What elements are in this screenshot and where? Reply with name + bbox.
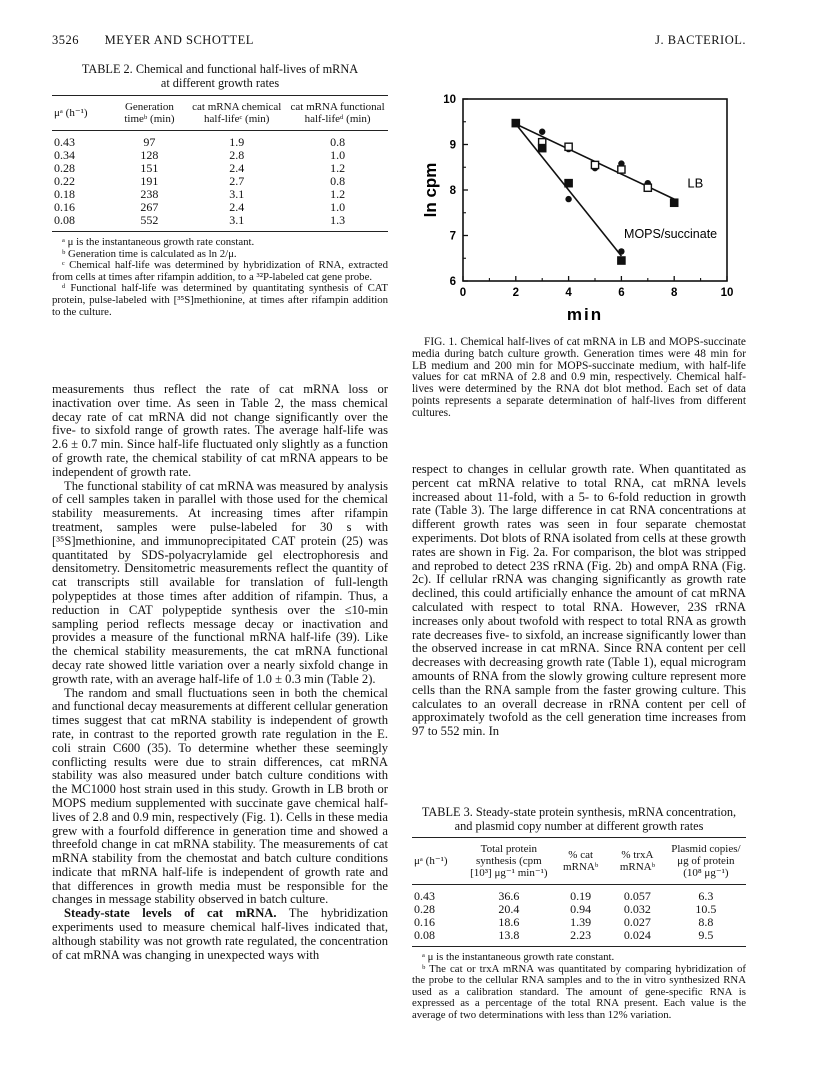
table-cell: 0.18 — [54, 187, 75, 201]
table-cell: 9.5 — [698, 928, 714, 942]
y-tick-label: 6 — [449, 276, 456, 288]
table-cell: 20.4 — [498, 902, 520, 916]
table-row — [412, 929, 746, 947]
table-2-grid — [52, 95, 388, 232]
table-cell: 2.8 — [229, 148, 245, 162]
table-cell: 151 — [140, 161, 159, 175]
paragraph: respect to changes in cellular growth rate. When quantitated as percent cat mRNA relative to total RNA, cat mRNA levels increased about 11-fold, with a 5- to 6-fold reduction in growth rate (Table 3). The large difference in cat RNA concentrations at different growth rates was seen in four separate chemostat experiments. Dot blots of RNA isolated from cells at these growth rates are shown in Fig. 2a. For comparison, the blot was stripped and reprobed to detect 23S rRNA (Fig. 2b) and ompA RNA (Fig. 2c). If cellular rRNA was changing significantly as growth rate declined, this could artificially enhance the amount of cat mRNA calculated with respect to total RNA. However, 23S rRNA increases only about twofold with respect to total RNA as growth rate decreases five- to sixfold, an increase significantly lower than the observed increase in cat mRNA. Since RNA content per cell decreases with decreasing growth rate (Table 1), equal microgram amounts of RNA from the slowly growing culture represent more cells than the RNA sample from the faster growing culture. This calculates to an overall decrease in rRNA content per cell of approximately twofold as the cell generation time increases from 97 to 552 min. In — [412, 462, 746, 739]
table-cell: 0.8 — [330, 135, 346, 149]
y-tick-label: 10 — [443, 94, 456, 106]
table-cell: 0.8 — [330, 174, 346, 188]
table-cell: 18.6 — [498, 915, 520, 929]
table-cell: 128 — [140, 148, 159, 162]
table-cell: 1.3 — [330, 213, 346, 227]
y-axis-label: ln cpm — [421, 162, 440, 218]
table-cell: 1.2 — [330, 161, 346, 175]
table-3-footnotes — [412, 952, 746, 1022]
figure-1-chart — [410, 85, 750, 330]
table-cell: 1.39 — [570, 915, 592, 929]
footnote: ᶜ Chemical half-life was determined by hybridization of RNA, extracted from cells at times after rifampin addition, to a ³²P-labeled cat gene probe. — [52, 259, 388, 283]
x-tick-label: 6 — [618, 287, 625, 299]
table-cell: 97 — [143, 135, 156, 149]
table-cell: 0.34 — [54, 148, 75, 162]
table-2 — [52, 63, 388, 318]
table-cell: 191 — [140, 174, 159, 188]
data-point — [539, 145, 546, 152]
table-cell: 1.2 — [330, 187, 346, 201]
column-header: Plasmid copies/ μg of protein (10⁸ μg⁻¹) — [671, 843, 741, 879]
footnote: ᵃ μ is the instantaneous growth rate constant. — [62, 236, 255, 248]
table-cell: 2.23 — [570, 928, 592, 942]
footnote: ᵃ μ is the instantaneous growth rate constant. — [422, 951, 615, 963]
table-cell: 8.8 — [698, 915, 714, 929]
y-tick-label: 8 — [449, 185, 456, 197]
table-cell: 267 — [140, 200, 159, 214]
column-header: cat mRNA functional half-lifeᵈ (min) — [290, 101, 385, 125]
figure-1-caption: FIG. 1. Chemical half-lives of cat mRNA in LB and MOPS-succinate media during batch culture growth. Generation times were 48 min for LB medium and 200 min for MOPS-succinate medium, with half-life values for cat mRNA of 2.8 and 0.9 min, respectively. Chemical half-lives were determined by the RNA dot blot method. Each set of data points represents a separate determination of half-lives from different cultures. — [412, 336, 746, 419]
table-cell: 552 — [140, 213, 159, 227]
table-cell: 0.024 — [623, 928, 651, 942]
table-cell: 0.22 — [54, 174, 75, 188]
data-point — [565, 196, 571, 202]
data-point — [618, 248, 624, 254]
footnote: ᵇ Generation time is calculated as ln 2/μ. — [62, 247, 237, 260]
journal-name: J. BACTERIOL. — [655, 33, 746, 47]
data-point — [671, 199, 678, 206]
table-3-title: TABLE 3. Steady-state protein synthesis, mRNA concentration, and plasmid copy number at different growth rates — [421, 805, 737, 833]
left-column-text — [52, 383, 388, 962]
column-header: % trxA mRNAᵇ — [619, 849, 655, 873]
table-cell: 0.057 — [623, 889, 651, 903]
series-label-mops: MOPS/succinate — [624, 226, 718, 241]
data-point — [644, 184, 651, 191]
table-cell: 238 — [140, 187, 159, 201]
running-header — [52, 33, 254, 48]
table-cell: 10.5 — [695, 902, 717, 916]
table-cell: 0.19 — [570, 889, 592, 903]
paragraph: The functional stability of cat mRNA was measured by analysis of cell samples taken in parallel with those used for the chemical stability measurements. At increasing times after rifampin treatment, samples were pulse-labeled for 30 s with [³⁵S]methionine, and immunoprecipitated CAT protein (25) was quantitated by SDS-polyacrylamide gel electrophoresis and densitometry. Densitometric measurements reflect the quantity of cat transcripts still available for translation of full-length polypeptides at those times after addition of rifampin. Thus, a reduction in CAT polypeptide synthesis over the ≤10-min sampling period reflects message decay or inactivation and provides a measure of the functional mRNA half-life (39). Like the chemical stability measurements, the cat mRNA functional decay rate showed little variation over a nearly sixfold change in growth rate, with an average half-life of 1.0 ± 0.3 min (Table 2). — [52, 478, 388, 686]
x-tick-label: 10 — [720, 287, 734, 299]
data-point — [539, 129, 545, 135]
column-header: μᵃ (h⁻¹) — [54, 107, 88, 119]
table-cell: 0.43 — [414, 889, 435, 903]
table-3-grid — [412, 837, 746, 947]
table-cell: 1.0 — [330, 200, 346, 214]
table-cell: 0.43 — [54, 135, 75, 149]
column-header: % cat mRNAᵇ — [563, 849, 599, 873]
table-cell: 0.16 — [414, 915, 435, 929]
x-tick-label: 2 — [512, 287, 520, 299]
table-row — [412, 885, 746, 904]
authors: MEYER AND SCHOTTEL — [104, 33, 254, 47]
table-3 — [412, 806, 746, 1022]
table-cell: 1.0 — [330, 148, 346, 162]
page-number: 3526 — [52, 33, 79, 47]
table-cell: 2.4 — [229, 200, 245, 214]
section-heading: Steady-state levels of cat mRNA. — [64, 906, 277, 921]
data-point — [618, 166, 625, 173]
right-column-text — [412, 463, 746, 739]
table-cell: 3.1 — [229, 187, 245, 201]
footnote: ᵈ Functional half-life was determined by quantitating synthesis of CAT protein, pulse-labeled with [³⁵S]methionine, at times after rifampin addition to the culture. — [52, 282, 388, 318]
table-row — [52, 131, 388, 150]
column-header: Generation timeᵇ (min) — [124, 101, 175, 125]
y-tick-label: 7 — [449, 230, 456, 243]
x-axis-label: min — [566, 305, 604, 324]
section-paragraph — [52, 907, 388, 962]
data-point — [565, 143, 572, 150]
table-cell: 3.1 — [229, 213, 245, 227]
table-cell: 2.4 — [229, 161, 245, 175]
table-cell: 13.8 — [498, 928, 520, 942]
x-tick-label: 8 — [670, 287, 678, 299]
table-cell: 0.032 — [623, 902, 651, 916]
column-header: Total protein synthesis (cpm [10³] μg⁻¹ min⁻¹) — [470, 843, 548, 879]
footnote: ᵇ The cat or trxA mRNA was quantitated by comparing hybridization of the probe to the cellular RNA samples and to the in vitro synthesized RNA used as a calibration standard. The amount of gene-specific RNA is expressed as a percentage of the total RNA present. Each value is the average of two determinations with less than 12% variation. — [412, 962, 746, 1021]
table-cell: 1.9 — [229, 135, 245, 149]
table-cell: 0.94 — [570, 902, 592, 916]
table-cell: 0.08 — [414, 928, 435, 942]
table-2-title: TABLE 2. Chemical and functional half-lives of mRNA at different growth rates — [81, 62, 359, 90]
data-point — [591, 161, 598, 168]
column-header: cat mRNA chemical half-lifeᶜ (min) — [192, 101, 282, 125]
table-cell: 2.7 — [229, 174, 245, 188]
x-tick-label: 4 — [565, 287, 572, 299]
series-label-lb: LB — [687, 175, 704, 191]
x-tick-label: 0 — [459, 287, 467, 299]
table-cell: 36.6 — [498, 889, 520, 903]
paragraph: measurements thus reflect the rate of cat mRNA loss or inactivation over time. As seen in Table 2, the mass chemical decay rate of cat mRNA did not change significantly over the five- to sixfold range of growth rates. The average half-life was 2.6 ± 0.7 min. Since half-life fluctuated only slightly as a function of growth rate, the chemical stability of cat mRNA appears to be independent of growth rate. — [52, 382, 388, 479]
table-cell: 0.027 — [623, 915, 651, 929]
table-2-footnotes — [52, 237, 388, 318]
section-text: The hybridization experiments used to measure chemical half-lives indicated that, although stability was not growth rate regulated, the concentration of cat mRNA was changing in unexpected ways with — [52, 906, 388, 962]
data-point — [512, 120, 519, 127]
table-cell: 0.16 — [54, 200, 75, 214]
table-cell: 6.3 — [698, 889, 714, 903]
paragraph: The random and small fluctuations seen in both the chemical and functional decay measurements at different cellular generation times suggest that cat mRNA stability is independent of growth rate, in contrast to the reported growth rate regulation in the E. coli strain C600 (35). To determine whether these seemingly conflicting results were due to strain differences, cat mRNA stability was also measured under batch culture conditions with the MC1000 host strain used in this study. Growth in LB broth or MOPS medium supplemented with succinate gave chemical half-lives of 2.8 and 0.9 min, respectively (Fig. 1). Cells in these media grew with a fourfold difference in generation time and showed a threefold change in cat mRNA stability. The measurements of cat mRNA stability from the chemostat and batch culture conditions indicate that mRNA half-life is independent of growth rate and that differences in growth media must be responsible for the changes in message stability observed in batch culture. — [52, 685, 388, 907]
y-tick-label: 9 — [449, 139, 456, 152]
column-header: μᵃ (h⁻¹) — [414, 855, 448, 867]
data-point — [565, 180, 572, 187]
data-point — [618, 257, 625, 264]
table-row — [52, 214, 388, 232]
table-cell: 0.28 — [414, 902, 435, 916]
table-cell: 0.08 — [54, 213, 75, 227]
table-cell: 0.28 — [54, 161, 75, 175]
